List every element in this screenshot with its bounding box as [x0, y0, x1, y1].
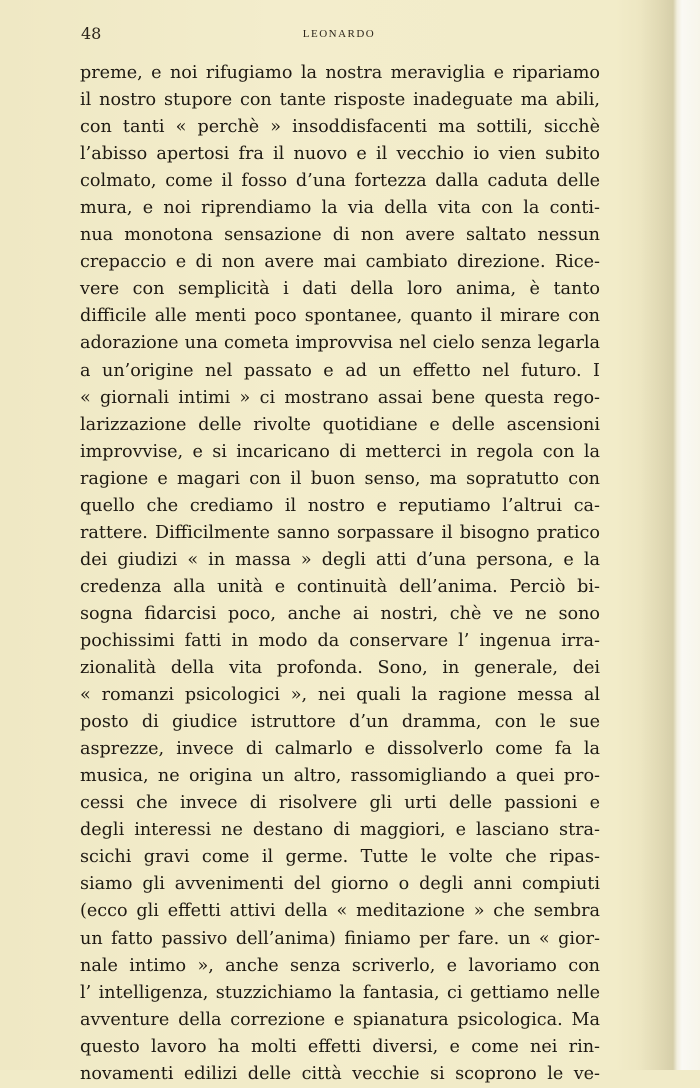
text-line: siamo gli avvenimenti del giorno o degli anni compiuti: [80, 874, 600, 895]
text-line: improvvise, e si incaricano di metterci in regola con la: [80, 441, 600, 462]
body-text: [80, 60, 600, 1088]
text-line: avventure della correzione e spianatura psicologica. Ma: [80, 1009, 600, 1030]
text-line: adorazione una cometa improvvisa nel cielo senza legarla: [80, 333, 600, 354]
text-line: dei giudizi « in massa » degli atti d’una persona, e la: [80, 549, 600, 570]
text-line: musica, ne origina un altro, rassomigliando a quei pro-: [80, 766, 600, 787]
text-line: « giornali intimi » ci mostrano assai bene questa rego-: [80, 387, 600, 408]
text-line: pochissimi fatti in modo da conservare l’ ingenua irra-: [80, 630, 600, 651]
text-line: novamenti edilizi delle città vecchie si scoprono le ve-: [80, 1063, 600, 1084]
text-line: un fatto passivo dell’anima) finiamo per fare. un « gior-: [80, 928, 600, 949]
text-line: nua monotona sensazione di non avere saltato nessun: [80, 225, 600, 246]
text-line: zionalità della vita profonda. Sono, in generale, dei: [80, 658, 600, 679]
text-line: degli interessi ne destano di maggiori, e lasciano stra-: [80, 820, 600, 841]
text-line: larizzazione delle rivolte quotidiane e delle ascensioni: [80, 414, 600, 435]
text-line: asprezze, invece di calmarlo e dissolverlo come fa la: [80, 739, 600, 760]
text-line: vere con semplicità i dati della loro anima, è tanto: [80, 279, 600, 300]
text-line: a un’origine nel passato e ad un effetto nel futuro. I: [80, 360, 600, 381]
text-line: questo lavoro ha molti effetti diversi, e come nei rin-: [80, 1036, 600, 1057]
text-line: difficile alle menti poco spontanee, quanto il mirare con: [80, 306, 600, 327]
text-line: scichi gravi come il germe. Tutte le volte che ripas-: [80, 847, 600, 868]
text-line: nale intimo », anche senza scriverlo, e lavoriamo con: [80, 955, 600, 976]
text-line: il nostro stupore con tante risposte inadeguate ma abili,: [80, 90, 600, 111]
text-line: preme, e noi rifugiamo la nostra meraviglia e ripariamo: [80, 63, 600, 83]
page-number: 48: [81, 24, 102, 43]
text-line: l’abisso apertosi fra il nuovo e il vecchio io vien subito: [80, 144, 600, 165]
text-line: ragione e magari con il buon senso, ma sopratutto con: [80, 468, 600, 489]
text-line: mura, e noi riprendiamo la via della vita con la conti-: [80, 198, 600, 219]
text-line: cessi che invece di risolvere gli urti delle passioni e: [80, 793, 600, 814]
text-line: quello che crediamo il nostro e reputiamo l’altrui ca-: [80, 495, 600, 516]
text-line: l’ intelligenza, stuzzichiamo la fantasia, ci gettiamo nelle: [80, 982, 600, 1003]
text-line: colmato, come il fosso d’una fortezza dalla caduta delle: [80, 171, 600, 192]
text-line: con tanti « perchè » insoddisfacenti ma sottili, sicchè: [80, 117, 600, 138]
text-line: crepaccio e di non avere mai cambiato direzione. Rice-: [80, 252, 600, 273]
text-line: credenza alla unità e continuità dell’anima. Perciò bi-: [80, 576, 600, 597]
page-gutter-shadow: [640, 0, 700, 1070]
text-line: (ecco gli effetti attivi della « meditazione » che sembra: [80, 901, 600, 922]
text-line: posto di giudice istruttore d’un dramma, con le sue: [80, 712, 600, 733]
text-line: « romanzi psicologici », nei quali la ragione messa al: [80, 685, 600, 706]
running-head: LEONARDO: [302, 28, 376, 40]
text-line: rattere. Difficilmente sanno sorpassare il bisogno pratico: [80, 522, 600, 543]
text-line: sogna fidarcisi poco, anche ai nostri, chè ve ne sono: [80, 603, 600, 624]
